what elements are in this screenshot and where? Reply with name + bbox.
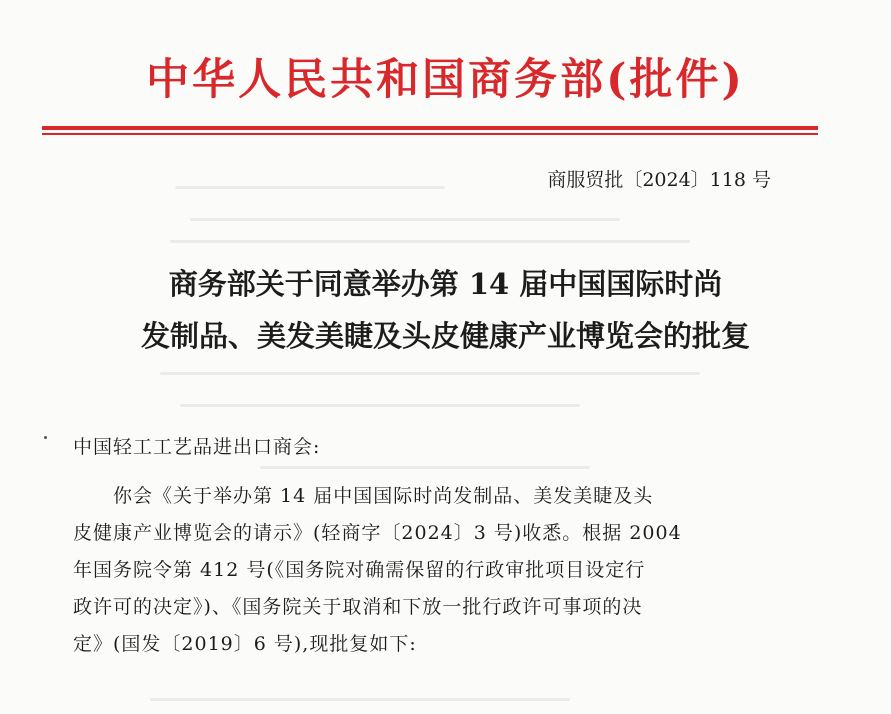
body-line-4: 政许可的决定》)、《国务院关于取消和下放一批行政许可事项的决 — [73, 596, 643, 618]
body-line-3: 年国务院令第 412 号(《国务院对确需保留的行政审批项目设定行 — [73, 559, 646, 581]
bleed-through-mark — [170, 240, 690, 243]
document-number: 商服贸批〔2024〕118 号 — [547, 169, 771, 191]
bleed-through-mark — [180, 404, 580, 407]
bleed-through-mark — [175, 186, 445, 189]
body-line-5: 定》(国发〔2019〕6 号),现批复如下: — [73, 633, 417, 655]
heading-line-2: 发制品、美发美睫及头皮健康产业博览会的批复 — [140, 319, 750, 353]
bleed-through-mark — [190, 218, 620, 221]
recipient-line: 中国轻工工艺品进出口商会: — [73, 436, 321, 458]
letterhead-rule-thin — [42, 133, 818, 135]
letterhead-rule-thick — [42, 126, 818, 130]
heading-line-1: 商务部关于同意举办第 14 届中国国际时尚 — [168, 267, 723, 301]
document-body — [73, 478, 813, 663]
document-heading — [0, 258, 891, 362]
body-line-2: 皮健康产业博览会的请示》(轻商字〔2024〕3 号)收悉。根据 2004 — [73, 522, 682, 544]
bleed-through-mark — [150, 698, 570, 701]
bleed-through-mark — [260, 466, 590, 469]
letterhead-title: 中华人民共和国商务部(批件) — [146, 55, 745, 105]
body-line-1: 你会《关于举办第 14 届中国国际时尚发制品、美发美睫及头 — [73, 485, 654, 507]
speck — [44, 436, 47, 439]
bleed-through-mark — [160, 372, 700, 375]
